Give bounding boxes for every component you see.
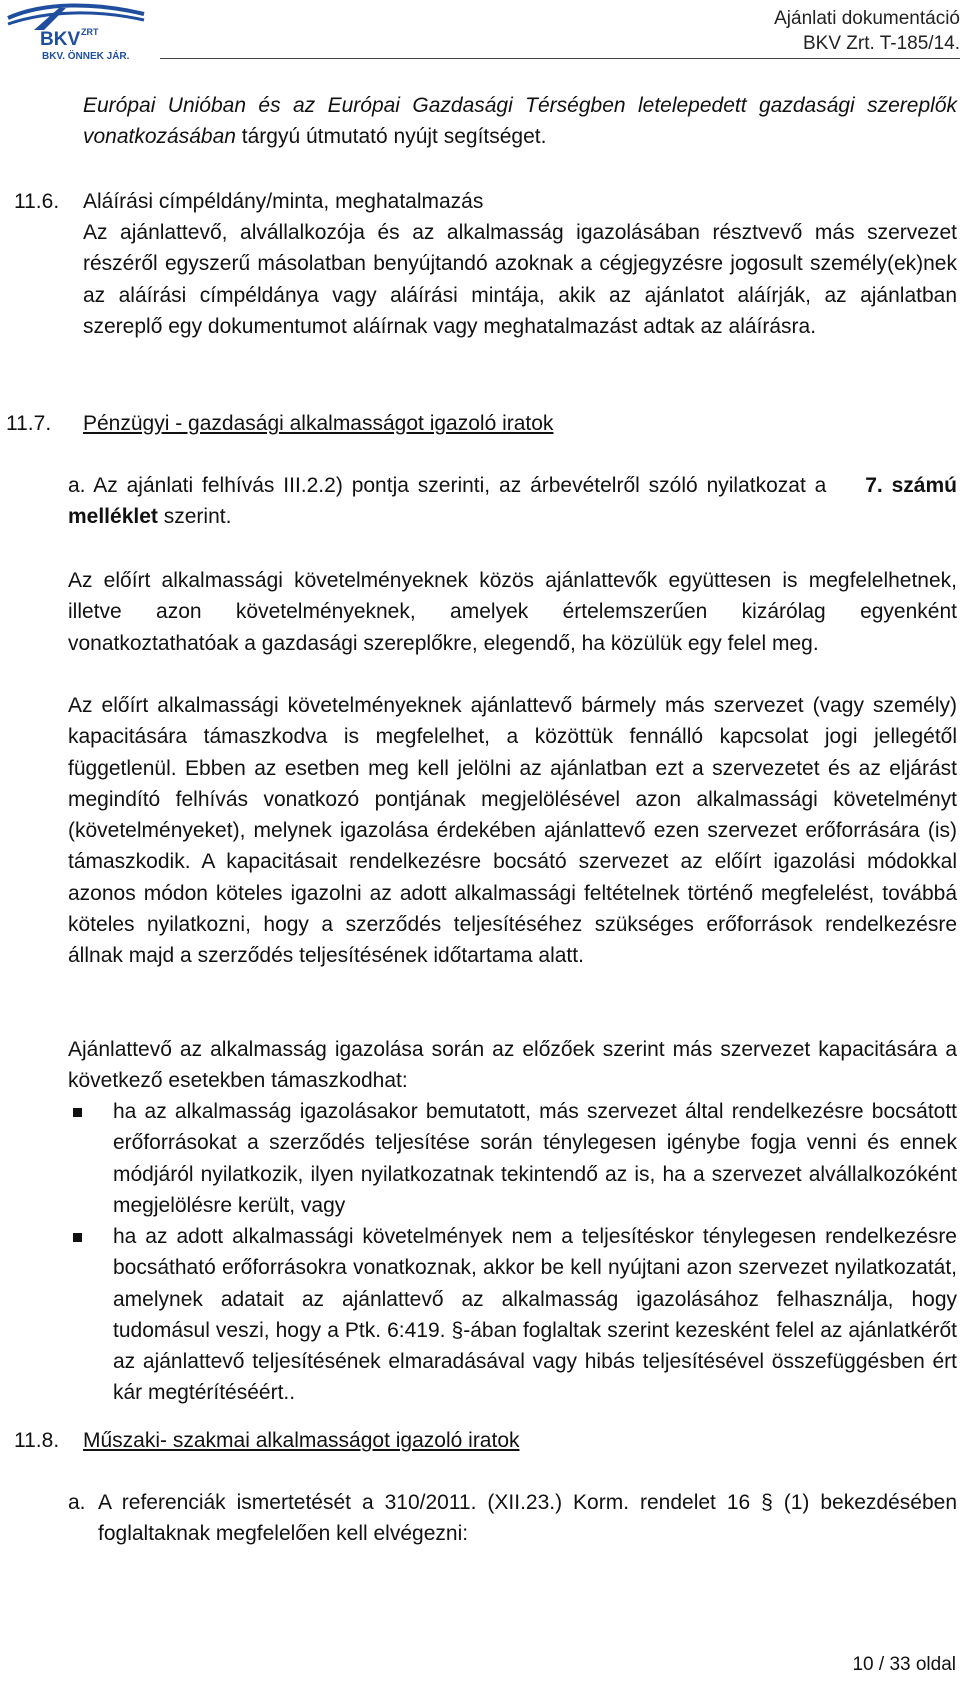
logo-sup: ZRT <box>81 27 99 37</box>
section-11-8-title: Műszaki- szakmai alkalmasságot igazoló iratok <box>83 1429 520 1452</box>
bullet-item: ha az alkalmasság igazolásakor bemutatott, más szervezet által rendelkezésre bocsátott erőforrásokat a szerződés teljesítése során ténylegesen igénybe fogja venni és ennek módjáról nyilatkozik, ilyen nyilatkozatnak tekintendő az is, ha a szervezet alvállalkozóként megjelölésre került, vagy <box>113 1100 957 1217</box>
intro-italic: Európai Unióban és az Európai Gazdasági Térségben letelepedett gazdasági szereplők vonatkozásában <box>83 94 957 149</box>
section-11-6-title: Aláírási címpéldány/minta, meghatalmazás <box>83 190 484 213</box>
header-doc-info <box>774 6 960 56</box>
section-11-8-number: 11.8. <box>14 1429 60 1452</box>
header-divider <box>160 58 960 59</box>
item-a-post: szerint. <box>157 505 232 529</box>
bullet-square-icon <box>73 1108 82 1117</box>
bullet-square-icon <box>73 1233 82 1242</box>
bkv-logo <box>4 0 154 62</box>
paragraph-capacity: Az előírt alkalmassági követelményeknek ajánlattevő bármely más szervezet (vagy személy) kapacitására támaszkodva is megfelelhet, a közöttük fennálló kapcsolat jogi jellegétől függetlenül. Ebben az esetben meg kell jelölni az ajánlatban ezt a szervezetet és az eljárást megindító felhívás vonatkozó pontjának megjelölésével azon alkalmassági követelményt (követelményeket), melynek igazolása érdekében ajánlattevő ezen szervezet erőforrására (is) támaszkodik. A kapacitásait rendelkezésre bocsátó szervezet az előírt igazolási módokkal azonos módon köteles igazolni az adott alkalmassági feltételnek történő megfelelést, továbbá köteles nyilatkozni, hogy a szerződés teljesítéséhez szükséges erőforrások rendelkezésre állnak majd a szerződés teljesítésének időtartama alatt. <box>68 694 957 968</box>
logo-brand: BKV <box>40 29 81 50</box>
paragraph-joint-bidders: Az előírt alkalmassági követelményeknek közös ajánlattevők együttesen is megfelelhetnek, illetve azon követelményeknek, amelyek értelemszerűen kizárólag egyenként vonatkoztathatóak a gazdasági szereplőkre, elegendő, ha közülük egy felel meg. <box>68 569 957 655</box>
section-11-7-number: 11.7. <box>6 412 52 435</box>
logo-slogan: BKV. ÖNNEK JÁR. <box>42 51 130 62</box>
paragraph-capacity-cases: Ajánlattevő az alkalmasság igazolása során az előzőek szerint más szervezet kapacitására a következő esetekben támaszkodhat: <box>68 1038 957 1093</box>
section-11-6-body: Az ajánlattevő, alvállalkozója és az alkalmasság igazolásában résztvevő más szervezet részéről egyszerű másolatban benyújtandó azoknak a cégjegyzésre jogosult személy(ek)nek az aláírási címpéldánya vagy aláírási mintája, akik az ajánlatot aláírják, az ajánlatban szereplő egy dokumentumot aláírnak vagy meghatalmazást adtak az aláírásra. <box>83 221 957 338</box>
intro-paragraph <box>83 90 957 153</box>
section-11-8-item-a: A referenciák ismertetését a 310/2011. (XII.23.) Korm. rendelet 16 § (1) bekezdésében foglaltaknak megfelelően kell elvégezni: <box>98 1491 957 1546</box>
header-doc-title: Ajánlati dokumentáció <box>774 8 960 29</box>
section-11-7-title: Pénzügyi - gazdasági alkalmasságot igazoló iratok <box>83 412 554 435</box>
section-11-8-item-a-label: a. <box>68 1491 86 1514</box>
header-doc-ref: BKV Zrt. T-185/14. <box>802 33 960 54</box>
section-11-6-number: 11.6. <box>14 190 60 213</box>
item-a-bold: 7. számú melléklet <box>68 474 957 529</box>
section-11-7-item-a <box>68 470 957 533</box>
page-header <box>0 0 960 62</box>
bullet-item: ha az adott alkalmassági követelmények nem a teljesítéskor ténylegesen rendelkezésre bocsátható erőforrásokra vonatkoznak, akkor be kell nyújtani azon szervezet nyilatkozatát, amelynek adatait az ajánlattevő az alkalmasság igazolásához felhasználja, hogy tudomásul veszi, hogy a Ptk. 6:419. §-ában foglaltak szerint kezesként felel az ajánlatkérőt az ajánlattevő teljesítésének elmaradásával vagy hibás teljesítésével összefüggésben ért kár megtérítéséért.. <box>113 1225 957 1405</box>
page-number: 10 / 33 oldal <box>852 1654 956 1675</box>
intro-rest: tárgyú útmutató nyújt segítséget. <box>235 125 547 149</box>
item-a-pre: a. Az ajánlati felhívás III.2.2) pontja szerinti, az árbevételről szóló nyilatkozat a <box>68 474 836 497</box>
